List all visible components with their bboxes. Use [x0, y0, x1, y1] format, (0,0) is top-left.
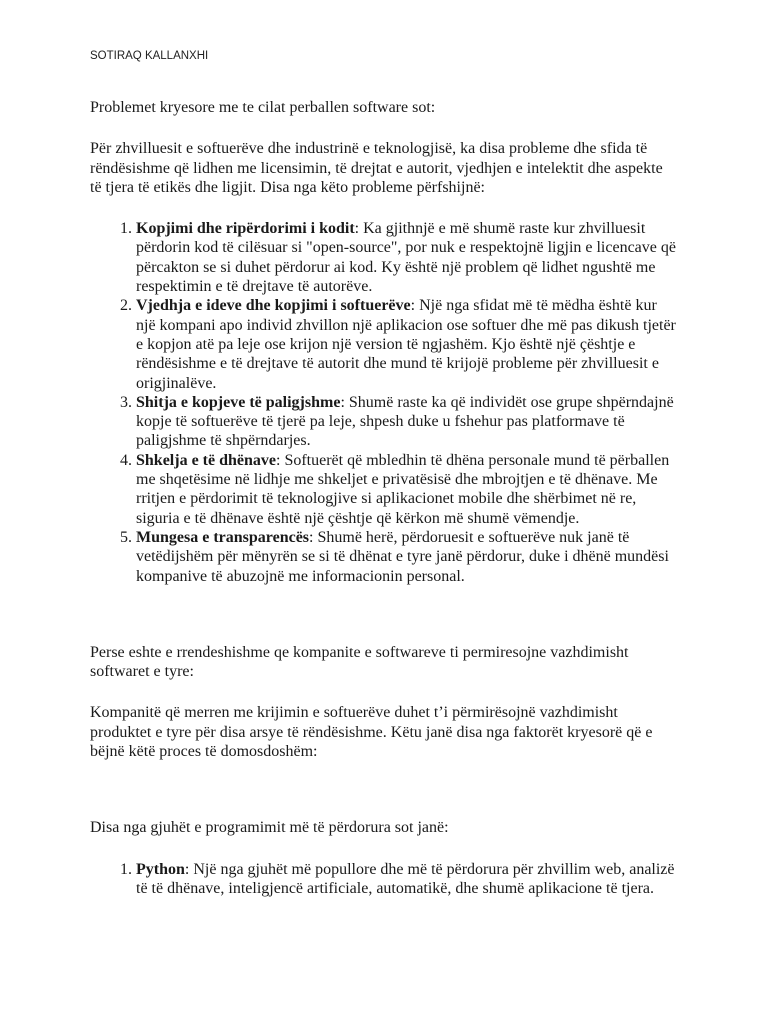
spacer: [90, 117, 678, 139]
list-item-title: Python: [136, 860, 185, 878]
list-item-text: : Një nga gjuhët më popullore dhe më të përdorura për zhvillim web, analizë të të dhënave, inteligjencë artificiale, automatikë, dhe shumë aplikacione të tjera.: [136, 860, 675, 897]
section1-intro: Për zhvilluesit e softuerëve dhe industrinë e teknologjisë, ka disa probleme dhe sfida të rëndësishme që lidhen me licensimin, të drejtat e autorit, vjedhjen e intelektit dhe aspekte të tjera të etikës dhe ligjit. Disa nga këto probleme përfshijnë:: [90, 140, 663, 196]
spacer: [90, 838, 678, 860]
list-item-title: Kopjimi dhe ripërdorimi i kodit: [136, 220, 355, 238]
list-item: [136, 219, 678, 296]
list-item-text: : Një nga sfidat më të mëdha është kur një kompani apo individ zhvillon një aplikacion ose softuer dhe më pas dikush tjetër e kopjon atë pa leje ose krijon një version të ngjashëm. Kjo është një çështje e rëndësishme e të drejtave të autorit dhe mund të krijojë probleme për zhvilluesit e origjinalëve.: [136, 297, 676, 392]
spacer: [90, 681, 678, 703]
list-item: [136, 393, 678, 451]
section2-body: Kompanitë që merren me krijimin e softuerëve duhet t’i përmirësojnë vazhdimisht produktet e tyre për disa arsye të rëndësishme. Këtu janë disa nga faktorët kryesorë që e bëjnë këtë proces të domosdoshëm:: [90, 704, 653, 761]
section1-heading: Problemet kryesore me te cilat perballen software sot:: [90, 99, 436, 116]
list-item-text: : Ka gjithnjë e më shumë raste kur zhvilluesit përdorin kod të cilësuar si "open-source", por nuk e respektojnë ligjin e licencave që përcakton se si duhet përdorur ai kod. Ky është një problem që lidhet ngushtë me respektimin e të drejtave të autorëve.: [136, 220, 676, 296]
spacer: [90, 586, 678, 643]
list-item-text: : Softuerët që mbledhin të dhëna personale mund të përballen me shqetësime në lidhje me shkeljet e privatësisë dhe mbrojtjen e të dhënave. Me rritjen e përdorimit të teknologjive si aplikacionet mobile dhe shërbimet në re, siguria e të dhënave është një çështje që kërkon më shumë vëmendje.: [136, 451, 670, 527]
list-item: [136, 528, 678, 586]
languages-list: [90, 860, 678, 899]
problems-list: [90, 219, 678, 586]
list-item-title: Shkelja e të dhënave: [136, 451, 276, 469]
list-item-title: Shitja e kopjeve të paligjshme: [136, 393, 341, 411]
list-item: [136, 860, 678, 899]
list-item-text: : Shumë herë, përdoruesit e softuerëve nuk janë të vetëdijshëm për mënyrën se si të dhënat e tyre janë përdorur, duke i dhënë mundësi kompanive të abuzojnë me informacionin personal.: [136, 528, 669, 585]
author-header: SOTIRAQ KALLANXHI: [90, 50, 209, 62]
list-item: [136, 296, 678, 392]
list-item-title: Mungesa e transparencës: [136, 528, 310, 546]
list-item: [136, 451, 678, 528]
spacer: [90, 197, 678, 219]
section3-heading: Disa nga gjuhët e programimit më të përdorura sot janë:: [90, 819, 449, 837]
spacer: [90, 761, 678, 818]
list-item-title: Vjedhja e ideve dhe kopjimi i softuerëve: [136, 297, 411, 315]
section2-heading: Perse eshte e rrendeshishme qe kompanite e softwareve ti permiresojne vazhdimisht softwaret e tyre:: [90, 643, 629, 681]
list-item-text: : Shumë raste ka që individët ose grupe shpërndajnë kopje të softuerëve të tjerë pa leje, shpesh duke u fshehur pas platformave të paligjshme të shpërndarjes.: [136, 393, 674, 450]
